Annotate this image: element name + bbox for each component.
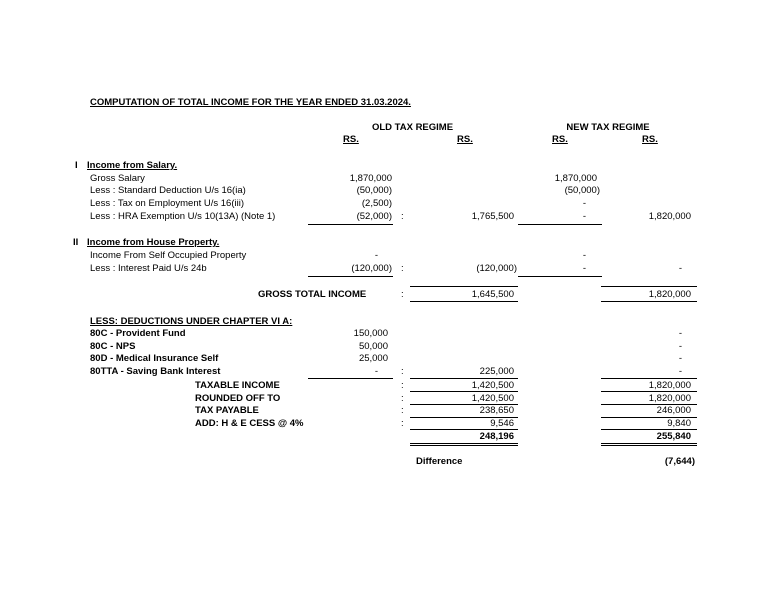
deduction-row-new-value: - [678,353,682,364]
salary-row-new-value: - [582,211,586,222]
colon-separator: : [401,263,404,274]
section-number-salary: I [75,160,78,171]
house-row-old-value: (120,000) [351,263,392,274]
deduction-row-label: 80C - Provident Fund [90,328,186,339]
salary-row-label: Less : HRA Exemption U/s 10(13A) (Note 1) [90,211,276,222]
salary-new-subtotal: 1,820,000 [648,211,691,222]
rs-header-new-2: RS. [642,134,658,145]
summary-old-value: 9,546 [490,418,514,429]
summary-label: TAX PAYABLE [195,405,259,416]
salary-new-underline [518,224,602,225]
colon-separator: : [401,393,404,404]
colon-separator: : [401,418,404,429]
colon-separator: : [401,289,404,300]
salary-row-old-value: (52,000) [356,211,392,222]
total-new-double-underline [601,443,697,446]
new-regime-header: NEW TAX REGIME [566,122,650,133]
total-tax-old: 248,196 [479,431,514,442]
summary-new-underline [601,391,697,392]
difference-label: Difference [416,456,463,467]
salary-old-subtotal: 1,765,500 [471,211,514,222]
house-row-old-value: - [374,250,378,261]
deductions-heading: LESS: DEDUCTIONS UNDER CHAPTER VI A: [90,316,293,327]
salary-row-old-value: 1,870,000 [349,173,392,184]
total-tax-new: 255,840 [656,431,691,442]
gross-old-underline [410,301,518,302]
deduction-row-new-value: - [678,341,682,352]
house-row-new-value: - [582,263,586,274]
summary-new-value: 1,820,000 [648,380,691,391]
rs-header-new-1: RS. [552,134,568,145]
deductions-old-total-underline [410,378,518,379]
gross-total-label: GROSS TOTAL INCOME [258,289,367,300]
summary-old-value: 1,420,500 [471,380,514,391]
gross-total-new: 1,820,000 [648,289,691,300]
house-row-new-value: - [582,250,586,261]
house-row-label: Income From Self Occupied Property [90,250,247,261]
salary-row-old-value: (50,000) [356,185,392,196]
deductions-new-underline [601,378,697,379]
summary-new-underline [601,429,697,430]
deductions-old-total: 225,000 [479,366,514,377]
deduction-row-label: 80D - Medical Insurance Self [90,353,219,364]
salary-old-underline [308,224,393,225]
total-old-double-underline [410,443,518,446]
summary-new-value: 1,820,000 [648,393,691,404]
gross-old-overline [410,286,518,287]
old-regime-header: OLD TAX REGIME [371,122,454,133]
document-title: COMPUTATION OF TOTAL INCOME FOR THE YEAR ENDED 31.03.2024. [90,97,411,108]
house-row-label: Less : Interest Paid U/s 24b [90,263,207,274]
colon-separator: : [401,211,404,222]
house-old-underline [308,276,393,277]
summary-old-value: 1,420,500 [471,393,514,404]
summary-label: ADD: H & E CESS @ 4% [195,418,304,429]
house-new-subtotal: - [678,263,682,274]
deduction-row-new-value: - [678,328,682,339]
deduction-row-label: 80TTA - Saving Bank Interest [90,366,221,377]
deductions-old-underline [308,378,393,379]
summary-label: TAXABLE INCOME [195,380,280,391]
summary-old-underline [410,391,518,392]
salary-row-old-value: (2,500) [361,198,392,209]
colon-separator: : [401,380,404,391]
summary-label: ROUNDED OFF TO [195,393,281,404]
deduction-row-new-value: - [678,366,682,377]
summary-new-value: 9,840 [667,418,691,429]
deduction-row-old-value: 25,000 [358,353,388,364]
salary-row-new-value: - [582,198,586,209]
summary-new-value: 246,000 [656,405,691,416]
house-heading: Income from House Property. [87,237,220,248]
deduction-row-label: 80C - NPS [90,341,136,352]
salary-row-new-value: (50,000) [564,185,600,196]
salary-row-label: Less : Tax on Employment U/s 16(iii) [90,198,244,209]
gross-new-underline [601,301,697,302]
section-number-house: II [73,237,79,248]
deduction-row-old-value: - [374,366,378,377]
salary-row-label: Less : Standard Deduction U/s 16(ia) [90,185,246,196]
difference-value: (7,644) [664,456,695,467]
deduction-row-old-value: 50,000 [358,341,388,352]
gross-new-overline [601,286,697,287]
house-old-subtotal: (120,000) [476,263,517,274]
rs-header-old-1: RS. [343,134,359,145]
salary-heading: Income from Salary. [87,160,178,171]
gross-total-old: 1,645,500 [471,289,514,300]
deduction-row-old-value: 150,000 [353,328,388,339]
colon-separator: : [401,405,404,416]
house-new-underline [518,276,602,277]
salary-row-new-value: 1,870,000 [554,173,597,184]
salary-row-label: Gross Salary [90,173,145,184]
summary-old-value: 238,650 [479,405,514,416]
summary-old-underline [410,429,518,430]
rs-header-old-2: RS. [457,134,473,145]
colon-separator: : [401,366,404,377]
